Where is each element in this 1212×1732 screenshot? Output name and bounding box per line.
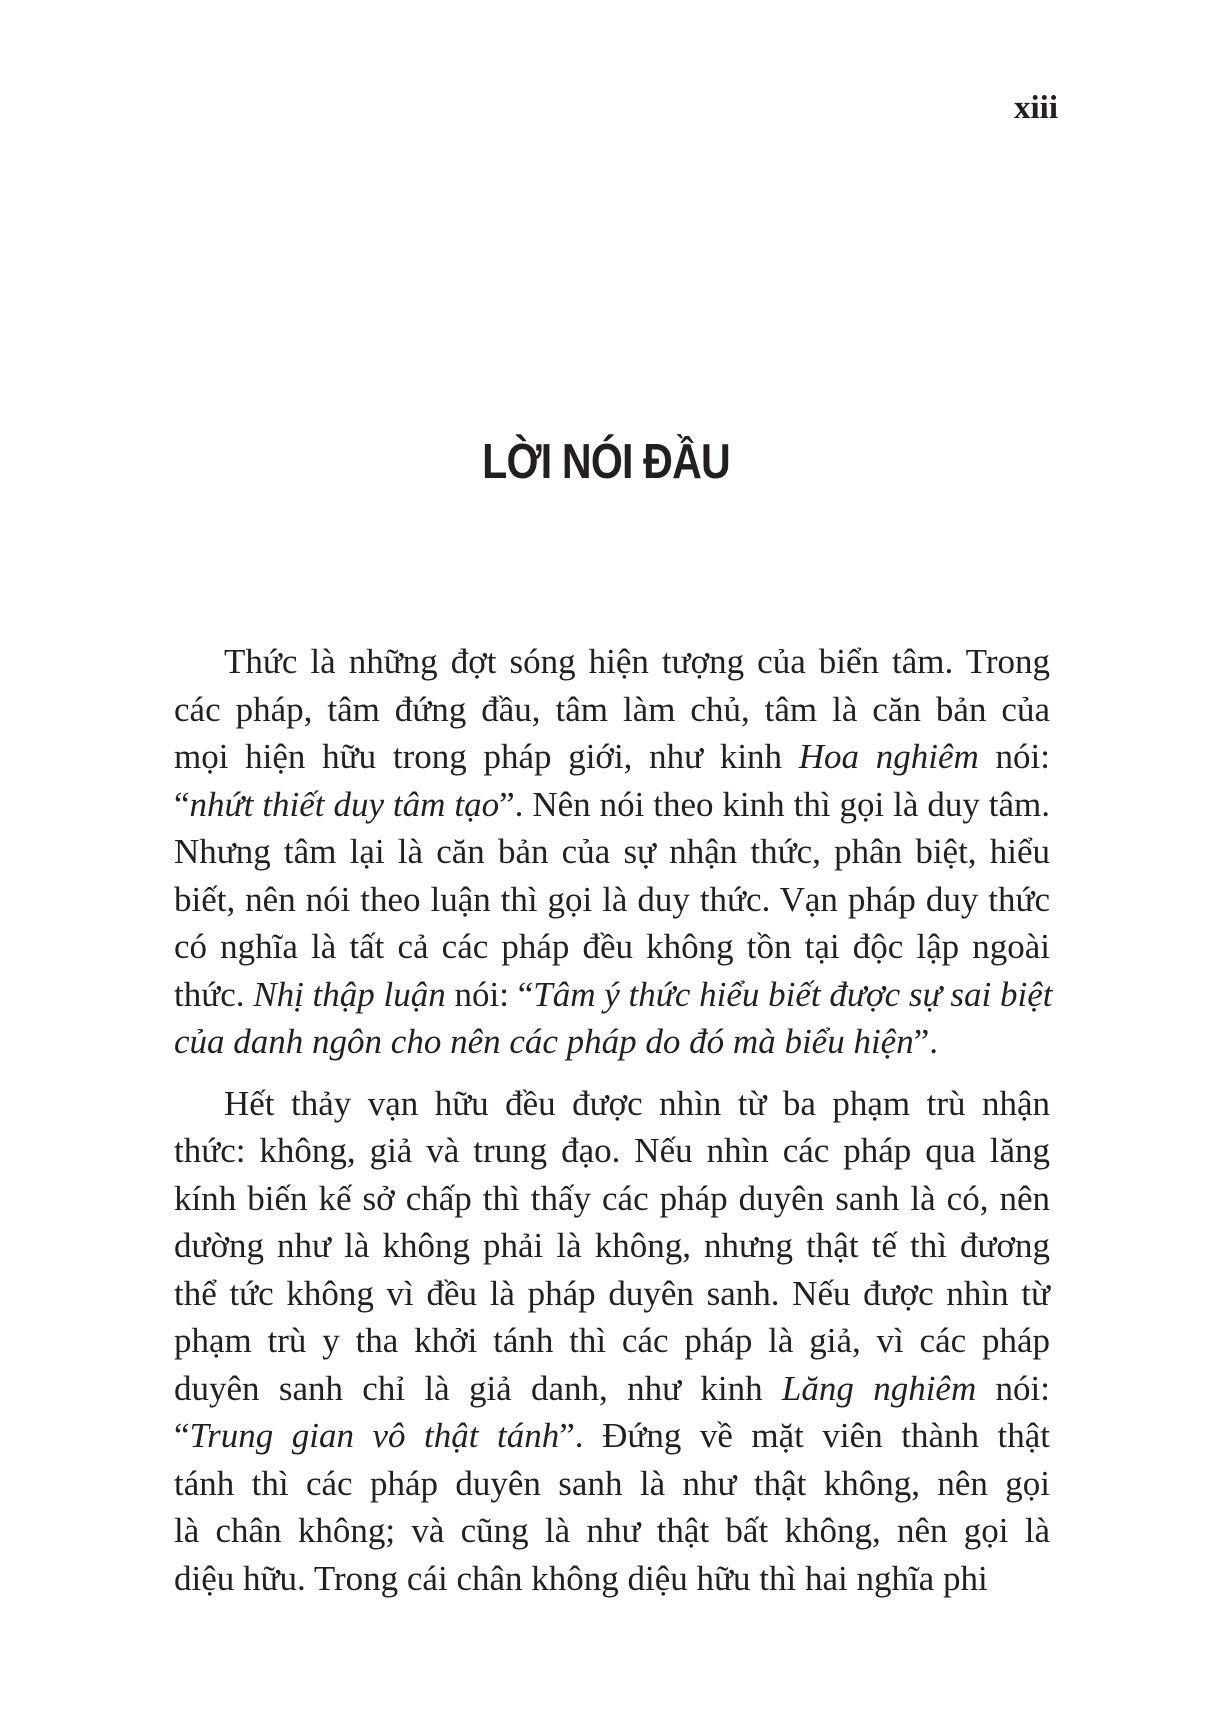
chapter-title: LỜI NÓI ĐẦU — [482, 435, 730, 489]
text-line — [174, 1175, 1050, 1223]
text-run: thức. — [174, 974, 254, 1014]
text-run: biết, nên nói theo luận thì gọi là duy thức. Vạn pháp duy thức — [174, 879, 1050, 919]
italic-text: Lăng nghiêm — [781, 1368, 977, 1408]
paragraph — [174, 1080, 1050, 1603]
text-run: Nhưng tâm lại là căn bản của sự nhận thức, phân biệt, hiểu — [174, 832, 1050, 871]
text-line — [174, 876, 1050, 924]
italic-text: Nhị thập luận — [253, 974, 446, 1014]
text-line — [174, 1555, 1050, 1603]
italic-text: nhứt thiết duy tâm tạo — [189, 784, 500, 824]
text-run: kính biến kế sở chấp thì thấy các pháp duyên sanh là có, nên — [174, 1178, 1050, 1218]
text-line — [174, 1365, 1050, 1413]
text-run: nói: “ — [445, 974, 534, 1014]
paragraph — [174, 638, 1053, 1066]
text-run: Hết thảy vạn hữu đều được nhìn từ ba phạm trù nhận — [224, 1083, 1050, 1123]
text-line — [174, 638, 1050, 686]
text-run: mọi hiện hữu trong pháp giới, như kinh — [174, 737, 799, 776]
text-run: “ — [174, 1416, 190, 1455]
text-line — [174, 686, 1050, 734]
text-line — [174, 1127, 1050, 1175]
text-line — [174, 1507, 1050, 1555]
text-line — [174, 1080, 1050, 1128]
text-line — [174, 1460, 1050, 1508]
italic-text: Tâm ý thức hiểu biết được sự sai biệt — [533, 974, 1053, 1014]
body-text — [174, 638, 1053, 1602]
text-line — [174, 971, 1053, 1019]
text-line — [174, 733, 1050, 781]
text-run: “ — [174, 784, 190, 824]
italic-text: của danh ngôn cho nên các pháp do đó mà biểu hiện — [174, 1022, 914, 1061]
text-run: Thức là những đợt sóng hiện tượng của biển tâm. Trong — [224, 642, 1050, 681]
text-run: ”. — [913, 1022, 939, 1061]
italic-text: Hoa nghiêm — [798, 737, 979, 776]
text-run: nói: — [978, 737, 1050, 776]
text-line — [174, 1270, 1050, 1318]
text-run: duyên sanh chỉ là giả danh, như kinh — [174, 1368, 782, 1408]
text-line — [174, 1317, 1050, 1365]
page-number: xiii — [1013, 90, 1058, 126]
text-run: thể tức không vì đều là pháp duyên sanh. Nếu được nhìn từ — [174, 1273, 1050, 1313]
text-run: ”. Đứng về mặt viên thành thật — [559, 1416, 1050, 1455]
text-line — [174, 1018, 1050, 1066]
italic-text: Trung gian vô thật tánh — [189, 1416, 560, 1455]
text-run: phạm trù y tha khởi tánh thì các pháp là giả, vì các pháp — [174, 1321, 1050, 1360]
text-line — [174, 828, 1050, 876]
text-run: tánh thì các pháp duyên sanh là như thật không, nên gọi — [174, 1463, 1050, 1503]
text-line — [174, 781, 1050, 829]
text-line — [174, 1412, 1050, 1460]
text-run: là chân không; và cũng là như thật bất không, nên gọi là — [174, 1511, 1050, 1550]
text-line — [174, 923, 1050, 971]
text-run: ”. Nên nói theo kinh thì gọi là duy tâm. — [499, 784, 1051, 824]
text-run: dường như là không phải là không, nhưng thật tế thì đương — [174, 1226, 1050, 1265]
text-run: nói: — [976, 1368, 1050, 1408]
text-run: thức: không, giả và trung đạo. Nếu nhìn các pháp qua lăng — [174, 1131, 1050, 1170]
text-run: các pháp, tâm đứng đầu, tâm làm chủ, tâm là căn bản của — [174, 689, 1050, 729]
text-line — [174, 1222, 1050, 1270]
text-run: diệu hữu. Trong cái chân không diệu hữu thì hai nghĩa phi — [174, 1558, 988, 1598]
text-run: có nghĩa là tất cả các pháp đều không tồn tại độc lập ngoài — [174, 927, 1050, 966]
